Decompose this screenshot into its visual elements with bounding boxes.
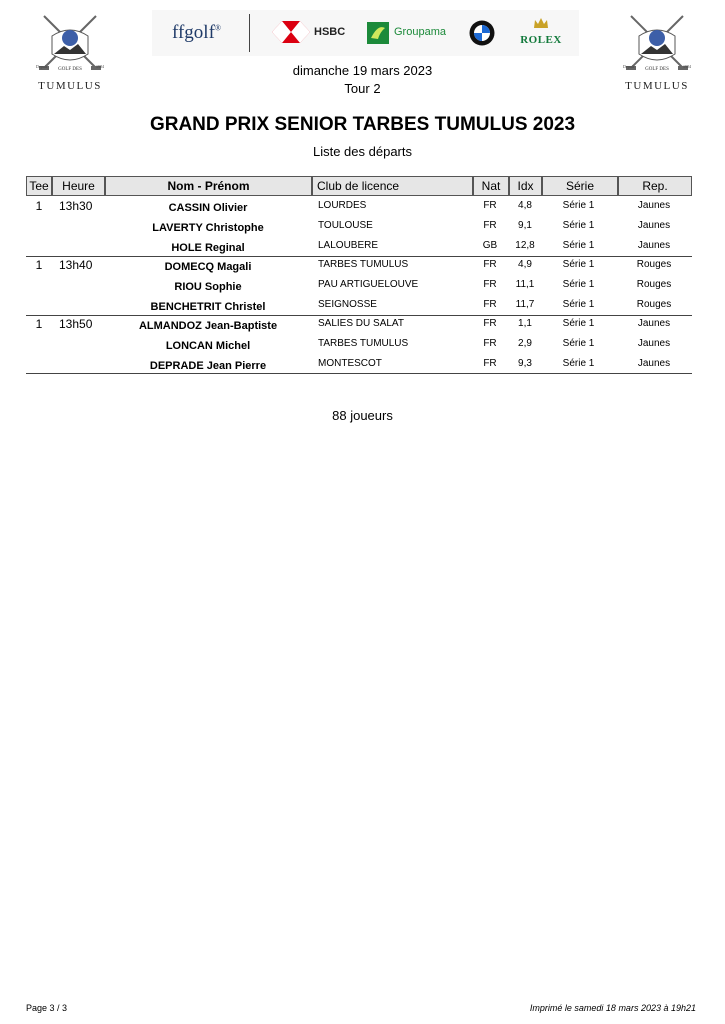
- cell-club: MONTESCOT: [318, 358, 382, 369]
- cell-player-name: HOLE Reginal: [171, 242, 245, 254]
- cell-time: 13h40: [59, 258, 93, 272]
- column-header-tee: Tee: [26, 176, 52, 196]
- cell-nat: FR: [483, 299, 497, 310]
- column-header-time: Heure: [52, 176, 105, 196]
- hsbc-hexagon-icon: [272, 21, 310, 43]
- table-header: [26, 176, 692, 196]
- cell-rep: Jaunes: [637, 358, 671, 369]
- hsbc-logo: [272, 21, 346, 48]
- cell-rep: Jaunes: [637, 318, 671, 329]
- cell-rep: Jaunes: [637, 220, 671, 231]
- cell-serie: Série 1: [562, 279, 595, 290]
- event-round: Tour 2: [344, 81, 381, 96]
- cell-player-name: DOMECQ Magali: [164, 261, 252, 273]
- table-row: [26, 295, 692, 315]
- table-row: [26, 196, 692, 216]
- cell-rep: Rouges: [636, 259, 672, 270]
- cell-player-name: ALMANDOZ Jean-Baptiste: [138, 320, 278, 332]
- cell-serie: Série 1: [562, 299, 595, 310]
- cell-serie: Série 1: [562, 240, 595, 251]
- cell-rep: Jaunes: [637, 240, 671, 251]
- cell-tee: 1: [35, 258, 43, 272]
- cell-player-name: BENCHETRIT Christel: [150, 301, 266, 313]
- hsbc-label: HSBC: [314, 26, 346, 38]
- cell-idx: 4,9: [518, 259, 532, 270]
- club-year-left: Depuis: [36, 64, 48, 69]
- cell-club: SEIGNOSSE: [318, 299, 377, 310]
- cell-idx: 1,1: [518, 318, 532, 329]
- groupama-leaf-icon: [367, 22, 389, 44]
- cell-club: TARBES TUMULUS: [318, 259, 409, 270]
- cell-time: 13h30: [59, 199, 93, 213]
- table-row: [26, 216, 692, 236]
- cell-player-name: DEPRADE Jean Pierre: [149, 360, 267, 372]
- cell-serie: Série 1: [562, 338, 595, 349]
- ffgolf-logo: ffgolf®: [172, 22, 221, 43]
- cell-serie: Série 1: [562, 259, 595, 270]
- groupama-label: Groupama: [394, 26, 446, 38]
- rolex-crown-icon: [533, 17, 549, 29]
- cell-nat: GB: [482, 240, 498, 251]
- sponsor-divider: [249, 14, 250, 52]
- cell-serie: Série 1: [562, 220, 595, 231]
- cell-rep: Rouges: [636, 279, 672, 290]
- cell-nat: FR: [483, 358, 497, 369]
- cell-player-name: CASSIN Olivier: [168, 202, 248, 214]
- cell-idx: 9,1: [518, 220, 532, 231]
- cell-serie: Série 1: [562, 200, 595, 211]
- club-year-left: Depuis: [623, 64, 635, 69]
- cell-player-name: LONCAN Michel: [165, 340, 251, 352]
- cell-nat: FR: [483, 200, 497, 211]
- player-count: 88 joueurs: [332, 408, 393, 423]
- cell-time: 13h50: [59, 317, 93, 331]
- page-subtitle: Liste des départs: [312, 144, 412, 159]
- club-year-right: 1984: [683, 64, 691, 69]
- page-number: Page 3 / 3: [26, 1003, 68, 1013]
- rolex-logo: [516, 16, 566, 46]
- column-header-club: Club de licence: [312, 176, 473, 196]
- ffgolf-label: ffgolf: [172, 22, 215, 43]
- cell-tee: 1: [35, 199, 43, 213]
- cell-rep: Rouges: [636, 299, 672, 310]
- table-row: [26, 314, 692, 334]
- rolex-label: ROLEX: [520, 34, 562, 46]
- print-timestamp: Imprimé le samedi 18 mars 2023 à 19h21: [529, 1003, 696, 1013]
- club-tagline: GOLF DES: [58, 67, 82, 72]
- cell-idx: 11,1: [515, 279, 535, 290]
- event-date: dimanche 19 mars 2023: [292, 63, 433, 78]
- column-header-rep: Rep.: [618, 176, 692, 196]
- sponsor-band: [152, 10, 579, 56]
- bmw-roundel-icon: [469, 20, 495, 46]
- cell-nat: FR: [483, 279, 497, 290]
- cell-rep: Jaunes: [637, 200, 671, 211]
- cell-serie: Série 1: [562, 318, 595, 329]
- cell-nat: FR: [483, 220, 497, 231]
- page-title: GRAND PRIX SENIOR TARBES TUMULUS 2023: [149, 114, 576, 135]
- table-row: [26, 354, 692, 374]
- cell-nat: FR: [483, 318, 497, 329]
- table-row: [26, 275, 692, 295]
- cell-club: LOURDES: [318, 200, 367, 211]
- table-row: [26, 236, 692, 256]
- column-header-idx: Idx: [509, 176, 542, 196]
- club-tagline: GOLF DES: [645, 67, 669, 72]
- cell-club: SALIES DU SALAT: [318, 318, 404, 329]
- cell-player-name: LAVERTY Christophe: [152, 222, 264, 234]
- cell-player-name: RIOU Sophie: [174, 281, 242, 293]
- column-header-name: Nom - Prénom: [105, 176, 312, 196]
- cell-club: TARBES TUMULUS: [318, 338, 409, 349]
- column-header-serie: Série: [542, 176, 618, 196]
- cell-nat: FR: [483, 338, 497, 349]
- cell-idx: 12,8: [515, 240, 535, 251]
- groupama-logo: [367, 22, 446, 49]
- club-name: TUMULUS: [38, 80, 102, 92]
- club-name: TUMULUS: [625, 80, 689, 92]
- cell-idx: 2,9: [518, 338, 532, 349]
- cell-serie: Série 1: [562, 358, 595, 369]
- club-year-right: 1984: [96, 64, 104, 69]
- table-bottom-rule: [26, 373, 692, 374]
- cell-idx: 11,7: [515, 299, 535, 310]
- column-header-nat: Nat: [473, 176, 509, 196]
- cell-club: TOULOUSE: [318, 220, 373, 231]
- cell-club: LALOUBERE: [318, 240, 379, 251]
- bmw-logo: [469, 20, 495, 51]
- cell-rep: Jaunes: [637, 338, 671, 349]
- cell-tee: 1: [35, 317, 43, 331]
- cell-idx: 9,3: [518, 358, 532, 369]
- cell-club: PAU ARTIGUELOUVE: [318, 279, 419, 290]
- table-row: [26, 334, 692, 354]
- cell-idx: 4,8: [518, 200, 532, 211]
- table-row: [26, 255, 692, 275]
- cell-nat: FR: [483, 259, 497, 270]
